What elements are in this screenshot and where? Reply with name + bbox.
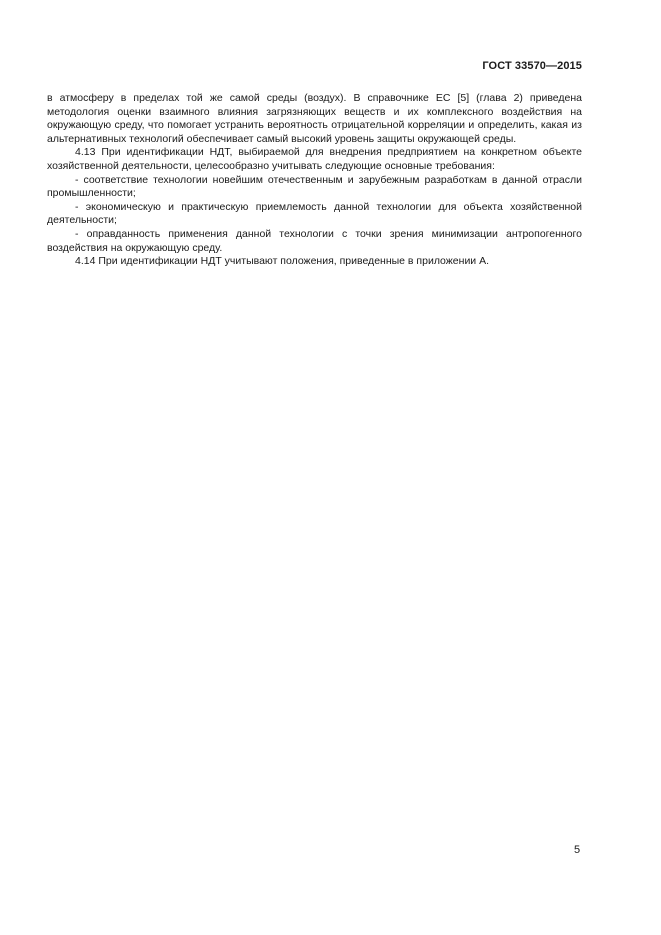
body-text (47, 92, 582, 269)
standard-id-header: ГОСТ 33570—2015 (482, 60, 582, 72)
paragraph-clause-4-13: 4.13 При идентификации НДТ, выбираемой для внедрения предприятием на конкретном объекте хозяйственной деятельности, целесообразно учитывать следующие основные требования: (47, 146, 582, 172)
list-item-justification: - оправданность применения данной технологии с точки зрения минимизации антропогенного воздействия на окружающую среду. (47, 227, 582, 254)
list-item-economic-acceptability: - экономическую и практическую приемлемость данной технологии для объекта хозяйственной деятельности; (47, 200, 582, 227)
page-number: 5 (574, 844, 581, 856)
paragraph-continuation: в атмосферу в пределах той же самой среды (воздух). В справочнике ЕС [5] (глава 2) приведена методология оценки взаимного влияния загрязняющих веществ и их комплексного воздействия на окружающую среду, что помогает устранить вероятность отрицательной корреляции и определить, какая из альтернативных технологий обеспечивает самый высокий уровень защиты окружающей среды. (47, 92, 582, 145)
paragraph-clause-4-14: 4.14 При идентификации НДТ учитывают положения, приведенные в приложении А. (75, 255, 490, 268)
list-item-technology-correspondence: - соответствие технологии новейшим отечественным и зарубежным разработкам в данной отрасли промышленности; (47, 173, 582, 200)
